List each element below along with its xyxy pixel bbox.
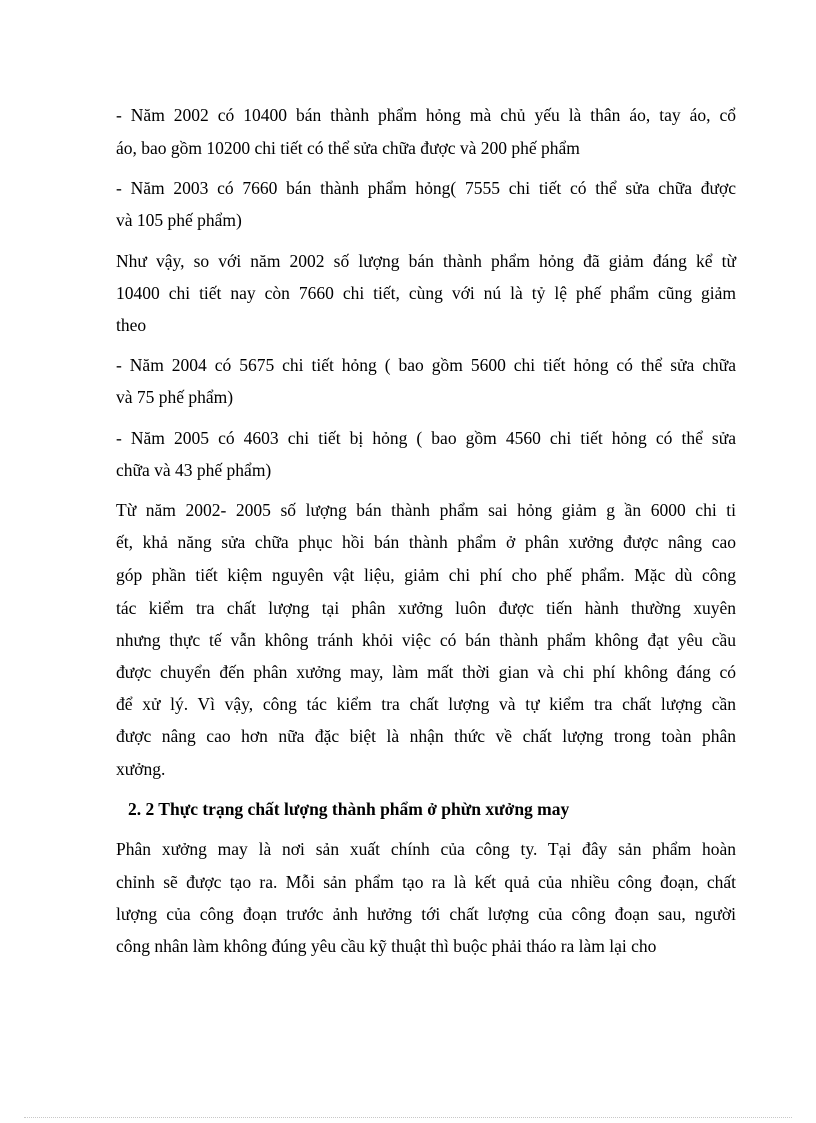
text-line: tác kiểm tra chất lượng tại phân xưởng luôn được tiến hành thường xuyên bbox=[116, 598, 736, 618]
text-line: Như vậy, so với năm 2002 số lượng bán thành phẩm hỏng đã giảm đáng kể từ bbox=[116, 251, 736, 271]
text-line: góp phần tiết kiệm nguyên vật liệu, giảm chi phí cho phế phẩm. Mặc dù công bbox=[116, 565, 736, 585]
text-line: áo, bao gồm 10200 chi tiết có thể sửa chữa được và 200 phế phẩm bbox=[116, 138, 580, 158]
text-line: xưởng. bbox=[116, 759, 166, 779]
text-line: chữa và 43 phế phẩm) bbox=[116, 460, 272, 480]
text-line: được nâng cao hơn nữa đặc biệt là nhận thức về chất lượng trong toàn phân bbox=[116, 726, 736, 746]
text-line: để xử lý. Vì vậy, công tác kiểm tra chất lượng và tự kiểm tra chất lượng cần bbox=[116, 694, 736, 714]
text-line: được chuyển đến phân xưởng may, làm mất thời gian và chi phí không đáng có bbox=[116, 662, 736, 682]
text-line: 10400 chi tiết nay còn 7660 chi tiết, cùng với nú là tỷ lệ phế phẩm cũng giảm bbox=[116, 283, 736, 303]
text-line: và 75 phế phẩm) bbox=[116, 387, 234, 407]
text-line: lượng của công đoạn trước ảnh hưởng tới chất lượng của công đoạn sau, người bbox=[116, 904, 736, 924]
text-line: theo bbox=[116, 315, 147, 335]
text-line: Phân xưởng may là nơi sản xuất chính của công ty. Tại đây sản phẩm hoàn bbox=[116, 839, 736, 859]
text-line: nhưng thực tế vẫn không tránh khỏi việc có bán thành phẩm không đạt yêu cầu bbox=[116, 630, 736, 650]
text-line: Từ năm 2002- 2005 số lượng bán thành phẩm sai hỏng giảm g ần 6000 chi ti bbox=[116, 500, 736, 520]
text-line: - Năm 2005 có 4603 chi tiết bị hỏng ( bao gồm 4560 chi tiết hỏng có thể sửa bbox=[116, 428, 736, 448]
text-line: ết, khả năng sửa chữa phục hồi bán thành phẩm ở phân xưởng được nâng cao bbox=[116, 532, 736, 552]
page-bottom-rule bbox=[24, 1117, 792, 1118]
text-line: - Năm 2002 có 10400 bán thành phẩm hỏng mà chủ yếu là thân áo, tay áo, cổ bbox=[116, 105, 736, 125]
text-line: - Năm 2004 có 5675 chi tiết hỏng ( bao gồm 5600 chi tiết hỏng có thể sửa chữa bbox=[116, 355, 736, 375]
section-heading: 2. 2 Thực trạng chất lượng thành phẩm ở phừn xưởng may bbox=[128, 799, 570, 819]
text-line: và 105 phế phẩm) bbox=[116, 210, 242, 230]
text-line: công nhân làm không đúng yêu cầu kỹ thuật thì buộc phải tháo ra làm lại cho bbox=[116, 936, 657, 956]
text-line: - Năm 2003 có 7660 bán thành phẩm hỏng( 7555 chi tiết có thể sửa chữa được bbox=[116, 178, 736, 198]
text-line: chỉnh sẽ được tạo ra. Mỗi sản phẩm tạo ra là kết quả của nhiều công đoạn, chất bbox=[116, 872, 736, 892]
